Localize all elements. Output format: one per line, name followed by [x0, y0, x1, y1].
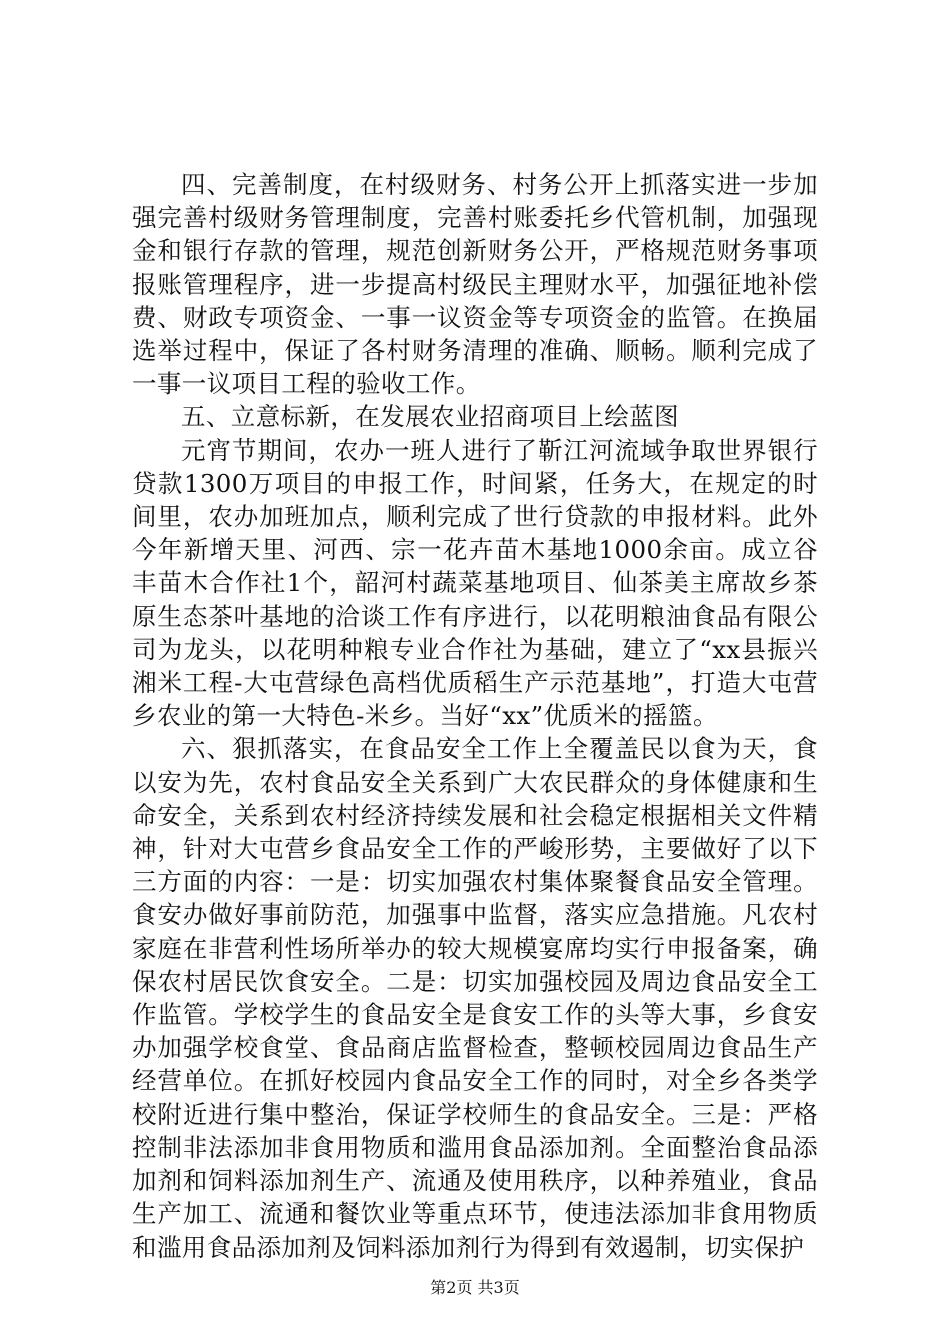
paragraph-agriculture-projects: 元宵节期间，农办一班人进行了靳江河流域争取世界银行贷款1300万项目的申报工作，时间紧，任务大，在规定的时间里，农办加班加点，顺利完成了世行贷款的申报材料。此外今年新增天里、河西、宗一花卉苗木基地1000余亩。成立谷丰苗木合作社1个，韶河村蔬菜基地项目、仙茶美主席故乡茶原生态茶叶基地的洽谈工作有序进行，以花明粮油食品有限公司为龙头，以花明种粮专业合作社为基础，建立了“xx县振兴湘米工程-大屯营绿色高档优质稻生产示范基地”，打造大屯营乡农业的第一大特色-米乡。当好“xx”优质米的摇篮。	[132, 435, 818, 731]
page-number-footer: 第2页 共3页	[430, 1278, 520, 1297]
section-heading-agriculture: 五、立意标新，在发展农业招商项目上绘蓝图	[181, 402, 679, 432]
paragraph-finance-system: 四、完善制度，在村级财务、村务公开上抓落实进一步加强完善村级财务管理制度，完善村账委托乡代管机制，加强现金和银行存款的管理，规范创新财务公开，严格规范财务事项报账管理程序，进一步提高村级民主理财水平，加强征地补偿费、财政专项资金、一事一议资金等专项资金的监管。在换届选举过程中，保证了各村财务清理的准确、顺畅。顺利完成了一事一议项目工程的验收工作。	[132, 170, 818, 399]
document-body	[132, 168, 818, 1264]
paragraph-food-safety: 六、狠抓落实，在食品安全工作上全覆盖民以食为天，食以安为先，农村食品安全关系到广大农民群众的身体健康和生命安全，关系到农村经济持续发展和社会稳定根据相关文件精神，针对大屯营乡食品安全工作的严峻形势，主要做好了以下三方面的内容：一是：切实加强农村集体聚餐食品安全管理。食安办做好事前防范，加强事中监督，落实应急措施。凡农村家庭在非营利性场所举办的较大规模宴席均实行申报备案，确保农村居民饮食安全。二是：切实加强校园及周边食品安全工作监管。学校学生的食品安全是食安工作的头等大事，乡食安办加强学校食堂、食品商店监督检查，整顿校园周边食品生产经营单位。在抓好校园内食品安全工作的同时，对全乡各类学校附近进行集中整治，保证学校师生的食品安全。三是：严格控制非法添加非食用物质和滥用食品添加剂。全面整治食品添加剂和饲料添加剂生产、流通及使用秩序，以种养殖业，食品生产加工、流通和餐饮业等重点环节，使违法添加非食用物质和滥用食品添加剂及饲料添加剂行为得到有效遏制，切实保护	[132, 734, 818, 1262]
